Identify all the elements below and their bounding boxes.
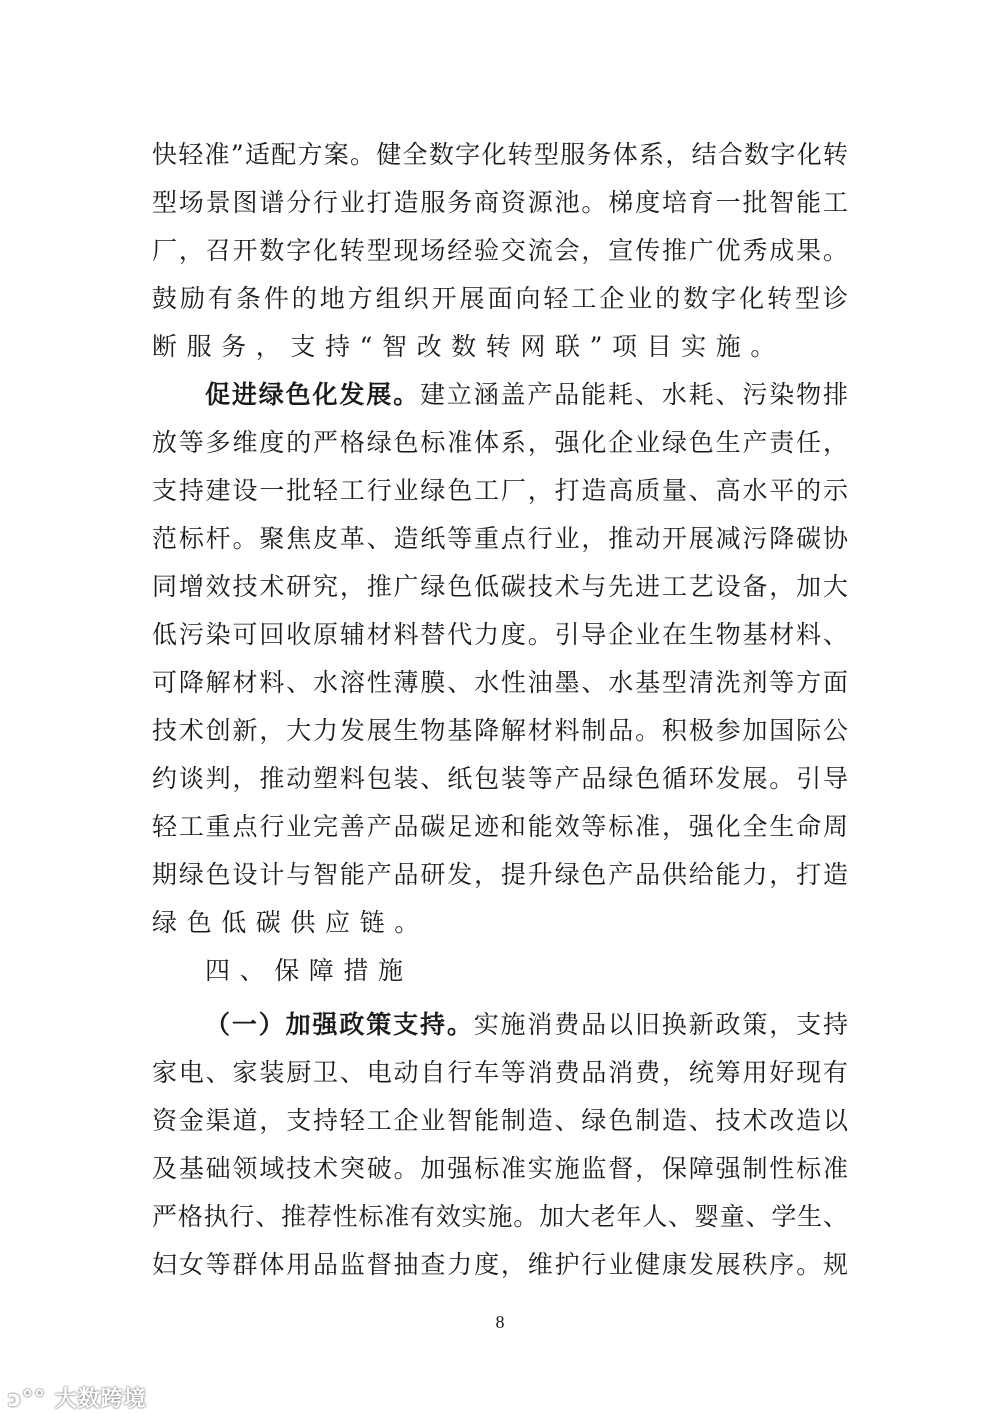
line-text: 型场景图谱分行业打造服务商资源池。梯度培育一批智能工 xyxy=(152,188,848,217)
text-line xyxy=(205,377,848,413)
line-text: 建立涵盖产品能耗、水耗、污染物排 xyxy=(419,380,848,409)
text-line xyxy=(152,617,848,653)
line-text: 轻工重点行业完善产品碳足迹和能效等标准，强化全生命周 xyxy=(152,812,848,841)
text-line xyxy=(152,761,848,797)
text-line xyxy=(152,569,848,605)
text-line xyxy=(152,233,848,269)
text-line xyxy=(152,281,848,317)
line-text: 同增效技术研究，推广绿色低碳技术与先进工艺设备，加大 xyxy=(152,572,848,601)
text-line xyxy=(152,185,848,221)
watermark-logo xyxy=(8,1382,147,1413)
line-text: 鼓励有条件的地方组织开展面向轻工企业的数字化转型诊 xyxy=(152,284,848,313)
line-text: 断服务，支持“智改数转网联”项目实施。 xyxy=(152,332,785,361)
line-text: 期绿色设计与智能产品研发，提升绿色产品供给能力，打造 xyxy=(152,860,848,889)
line-text: 绿色低碳供应链。 xyxy=(152,908,429,937)
line-text: 四、保障措施 xyxy=(205,956,413,985)
line-text: 资金渠道，支持轻工企业智能制造、绿色制造、技术改造以 xyxy=(152,1106,848,1135)
text-line xyxy=(152,1151,848,1187)
line-text: 快轻准”适配方案。健全数字化转型服务体系，结合数字化转 xyxy=(152,140,848,169)
line-text: 低污染可回收原辅材料替代力度。引导企业在生物基材料、 xyxy=(152,620,848,649)
text-line xyxy=(152,665,848,701)
line-text: 技术创新，大力发展生物基降解材料制品。积极参加国际公 xyxy=(152,716,848,745)
line-text: 约谈判，推动塑料包装、纸包装等产品绿色循环发展。引导 xyxy=(152,764,848,793)
line-text: 放等多维度的严格绿色标准体系，强化企业绿色生产责任， xyxy=(152,428,848,457)
line-text: 及基础领域技术突破。加强标准实施监督，保障强制性标准 xyxy=(152,1154,848,1183)
text-line xyxy=(152,857,848,893)
text-line xyxy=(152,473,848,509)
text-line xyxy=(205,1007,848,1043)
text-line xyxy=(152,1055,848,1091)
page-number: 8 xyxy=(495,1312,505,1332)
bold-lead-heading: 促进绿色化发展。 xyxy=(205,380,420,409)
line-text: 家电、家装厨卫、电动自行车等消费品消费，统筹用好现有 xyxy=(152,1058,848,1087)
text-line xyxy=(152,1247,848,1283)
line-text: 厂，召开数字化转型现场经验交流会，宣传推广优秀成果。 xyxy=(152,236,848,265)
text-line xyxy=(152,809,848,845)
line-text: 支持建设一批轻工行业绿色工厂，打造高质量、高水平的示 xyxy=(152,476,848,505)
text-line xyxy=(152,425,848,461)
bold-lead-heading: （一）加强政策支持。 xyxy=(205,1010,474,1039)
text-line xyxy=(152,137,848,173)
line-text: 可降解材料、水溶性薄膜、水性油墨、水基型清洗剂等方面 xyxy=(152,668,848,697)
text-line xyxy=(152,1199,848,1235)
watermark-icon: ↄ°° xyxy=(8,1387,55,1412)
line-text: 严格执行、推荐性标准有效实施。加大老年人、婴童、学生、 xyxy=(152,1202,848,1231)
text-line xyxy=(152,1103,848,1139)
line-text: 妇女等群体用品监督抽查力度，维护行业健康发展秩序。规 xyxy=(152,1250,848,1279)
text-line xyxy=(152,329,848,365)
line-text: 实施消费品以旧换新政策，支持 xyxy=(473,1010,848,1039)
text-line xyxy=(152,521,848,557)
text-line xyxy=(152,713,848,749)
watermark-text: 大数跨境 xyxy=(54,1387,147,1412)
section-heading xyxy=(205,953,848,989)
line-text: 范标杆。聚焦皮革、造纸等重点行业，推动开展减污降碳协 xyxy=(152,524,848,553)
text-line xyxy=(152,905,848,941)
